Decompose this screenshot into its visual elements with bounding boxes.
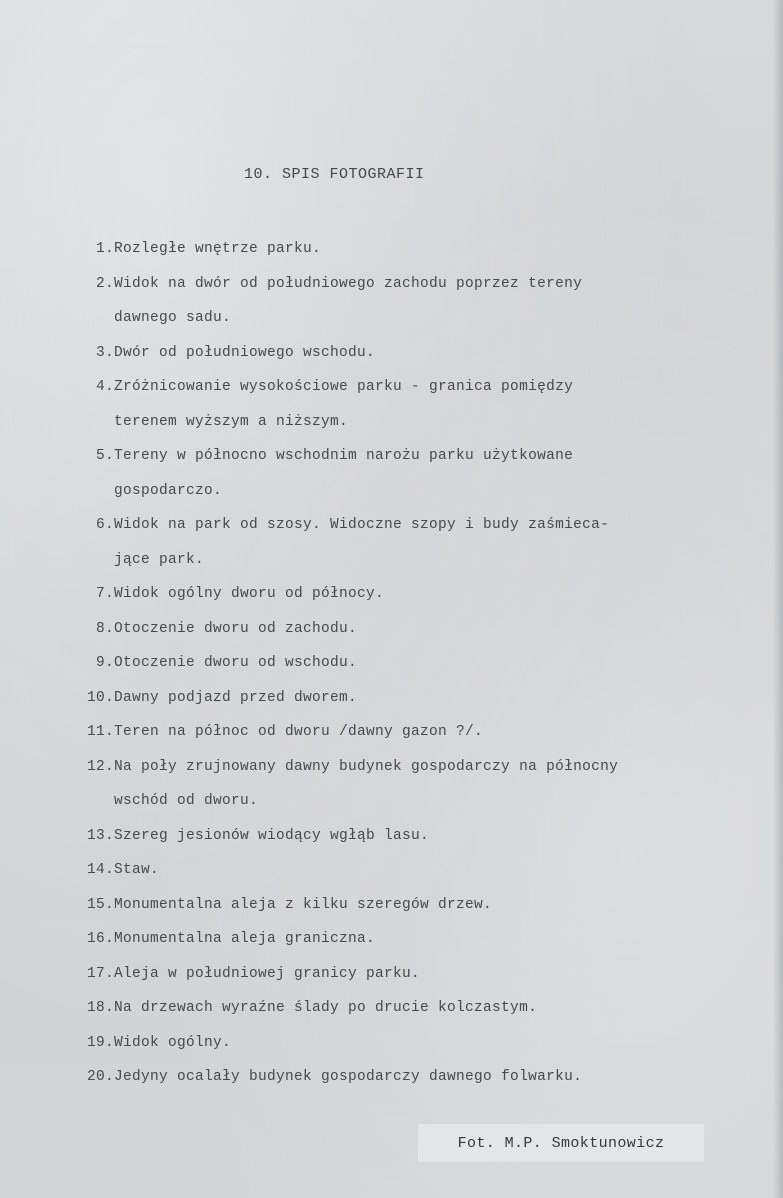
list-item <box>64 681 754 716</box>
item-text: Tereny w północno wschodnim narożu parku użytkowane gospodarczo. <box>114 448 574 499</box>
list-item <box>64 370 754 439</box>
photo-list <box>64 232 754 1095</box>
list-item <box>64 715 754 750</box>
photo-credit-box <box>418 1124 704 1162</box>
list-item <box>64 439 754 508</box>
item-text: Rozległe wnętrze parku. <box>114 241 322 257</box>
item-number: 10. <box>86 689 114 706</box>
list-item <box>64 853 754 888</box>
item-number: 4. <box>95 379 114 395</box>
item-number: 18. <box>86 1000 114 1016</box>
item-number: 7. <box>95 586 114 602</box>
item-text: Widok na dwór od południowego zachodu poprzez tereny dawnego sadu. <box>114 275 583 326</box>
item-text: Szereg jesionów wiodący wgłąb lasu. <box>114 827 430 844</box>
item-text: Widok ogólny dworu od północy. <box>114 586 385 602</box>
item-text: Staw. <box>114 862 160 878</box>
list-item <box>64 957 754 992</box>
item-text: Dwór od południowego wschodu. <box>114 344 376 361</box>
list-item <box>64 577 754 612</box>
item-text: Monumentalna aleja z kilku szeregów drzew. <box>114 896 493 913</box>
page-edge-shadow <box>773 0 783 1198</box>
item-number: 6. <box>95 517 114 533</box>
item-number: 20. <box>86 1069 114 1085</box>
item-number: 12. <box>86 758 114 775</box>
item-text: Na drzewach wyraźne ślady po drucie kolczastym. <box>114 1000 538 1016</box>
list-item <box>64 336 754 371</box>
item-number: 2. <box>95 275 114 292</box>
item-text: Otoczenie dworu od zachodu. <box>114 620 358 637</box>
item-number: 17. <box>86 965 114 982</box>
item-number: 1. <box>95 241 114 257</box>
item-text: Widok ogólny. <box>114 1034 232 1051</box>
item-text: Widok na park od szosy. Widoczne szopy i budy zaśmieca- jące park. <box>114 517 610 568</box>
item-number: 8. <box>95 620 114 637</box>
item-text: Na poły zrujnowany dawny budynek gospodarczy na północny wschód od dworu. <box>114 758 619 809</box>
item-text: Teren na północ od dworu /dawny gazon ?/. <box>114 724 484 740</box>
item-text: Aleja w południowej granicy parku. <box>114 965 421 982</box>
item-number: 3. <box>95 344 114 361</box>
item-text: Monumentalna aleja graniczna. <box>114 931 376 947</box>
item-number: 19. <box>86 1034 114 1051</box>
item-number: 16. <box>86 931 114 947</box>
list-item <box>64 1060 754 1095</box>
list-item <box>64 508 754 577</box>
item-number: 14. <box>86 862 114 878</box>
list-item <box>64 612 754 647</box>
item-number: 11. <box>86 724 114 740</box>
document-title: 10. SPIS FOTOGRAFII <box>244 166 425 183</box>
list-item <box>64 646 754 681</box>
list-item <box>64 991 754 1026</box>
item-text: Otoczenie dworu od wschodu. <box>114 655 358 671</box>
item-text: Jedyny ocalały budynek gospodarczy dawnego folwarku. <box>114 1069 583 1085</box>
list-item <box>64 750 754 819</box>
list-item <box>64 1026 754 1061</box>
item-text: Zróżnicowanie wysokościowe parku - granica pomiędzy terenem wyższym a niższym. <box>114 379 574 430</box>
list-item <box>64 819 754 854</box>
item-number: 5. <box>95 448 114 464</box>
item-text: Dawny podjazd przed dworem. <box>114 689 358 706</box>
photo-credit: Fot. M.P. Smoktunowicz <box>457 1134 665 1152</box>
item-number: 9. <box>95 655 114 671</box>
list-item <box>64 888 754 923</box>
item-number: 15. <box>86 896 114 913</box>
list-item <box>64 232 754 267</box>
list-item <box>64 267 754 336</box>
item-number: 13. <box>86 827 114 844</box>
list-item <box>64 922 754 957</box>
